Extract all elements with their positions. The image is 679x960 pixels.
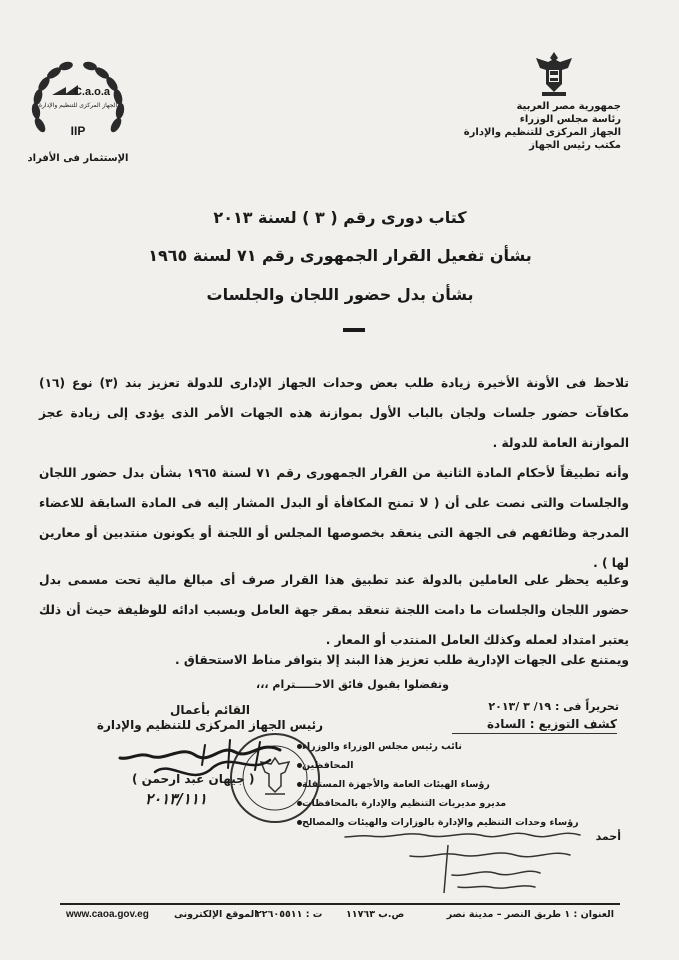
org-line: جمهورية مصر العربية [516,101,621,112]
body-paragraph: وأنه تطبيقاً لأحكام المادة الثانية من القرار الجمهورى رقم ٧١ لسنة ١٩٦٥ بشأن بدل حضور اللجان والجلسات والتى نصت على أن ( لا تمنح المكافأة أو البدل المشار إليه فى المادة السابقة للاعضاء المدرجة وظائفهم فى الجهة التى ينعقد بخصوصها المجلس أو اللجنة أو يكونون منتدبين أو معارين لها ) . [39,466,629,570]
subject-subtitle: بشأن بدل حضور اللجان والجلسات [206,285,474,304]
egypt-eagle-emblem-icon [532,48,576,98]
org-line: الجهاز المركزى للتنظيم والإدارة [463,127,621,138]
signatory-name: ( جيهان عبد ارحمن ) [132,772,255,786]
bullet-icon [297,820,302,825]
list-item: مديرو مديريات التنظيم والإدارة بالمحافظات [291,794,611,813]
signatory-role: القائم بأعمال [169,703,251,717]
author-initial: أحمد [595,830,621,843]
signatory-organization: رئيس الجهاز المركزى للتنظيم والإدارة [96,718,324,732]
org-line: مكتب رئيس الجهاز [529,140,621,151]
bullet-icon [297,782,302,787]
org-line: رئاسة مجلس الوزراء [519,114,621,125]
list-item: المحافظين [291,756,611,775]
subject-title: بشأن تفعيل القرار الجمهورى رقم ٧١ لسنة ١٩٦٥ [148,246,532,265]
logo-text: C.a.o.a [73,86,111,98]
issue-date: تحريراً فى : ١٩/ ٣ /٢٠١٣ [488,700,619,713]
list-item: رؤساء وحدات التنظيم والإدارة بالوزارات والهيئات والمصالح [291,813,611,832]
circular-number-title: كتاب دورى رقم ( ٣ ) لسنة ٢٠١٣ [213,208,467,227]
footer-website-label: الموقع الإلكترونى [174,909,258,920]
handwritten-note [340,825,590,895]
caoa-laurel-logo-icon [22,55,134,167]
footer-pobox: ص.ب ١١٧٦٣ [346,909,405,920]
logo-motto: الإستثمار فى الأفراد [27,153,129,164]
body-paragraph: ويمتنع على الجهات الإدارية طلب تعزيز هذا البند إلا بتوافر مناط الاستحقاق . [175,653,629,667]
logo-badge: IIP [70,124,86,138]
title-divider [343,328,365,332]
list-item: نائب رئيس مجلس الوزراء والوزراء [291,737,611,756]
footer-website-link[interactable]: www.caoa.gov.eg [66,909,149,920]
distribution-list [291,737,611,832]
footer-phone: ت : ٢٢٦٠٥٥١١ [256,909,323,920]
distribution-heading: كشف التوزيع : السادة [486,717,617,731]
signature-date: ٢٠١٣/١١١ [145,790,207,808]
body-paragraph: تلاحظ فى الأونة الأخيرة زيادة طلب بعض وحدات الجهاز الإدارى للدولة تعزيز بند (٣) نوع (١٦) مكافآت حضور جلسات ولجان بالباب الأول بموازنة هذه الجهات الأمر الذى يؤدى إلى زيادة عجز الموازنة العامة للدولة . [39,376,629,450]
list-item: رؤساء الهيئات العامة والأجهزة المستقلة [291,775,611,794]
footer-divider [60,903,620,905]
logo-subtext: الجهاز المركزى للتنظيم والإدارة [38,102,118,109]
issuing-organization [401,100,621,152]
distribution-underline [452,733,617,734]
body-paragraph: وعليه يحظر على العاملين بالدولة عند تطبيق هذا القرار صرف أى مبالغ مالية تحت مسمى بدل حضور اللجان والجلسات ما دامت اللجنة تنعقد بمقر جهة العامل وبسبب ادائه للوظيفة حيث أن ذلك يعتبر امتداد لعمله وكذلك العامل المنتدب أو المعار . [39,573,629,647]
bullet-icon [297,744,302,749]
bullet-icon [297,801,302,806]
footer-address: العنوان : ١ طريق النصر – مدينة نصر [446,909,614,920]
closing-greeting: وتفضلوا بقبول فائق الاحـــــترام ،،، [256,678,449,691]
bullet-icon [297,763,302,768]
